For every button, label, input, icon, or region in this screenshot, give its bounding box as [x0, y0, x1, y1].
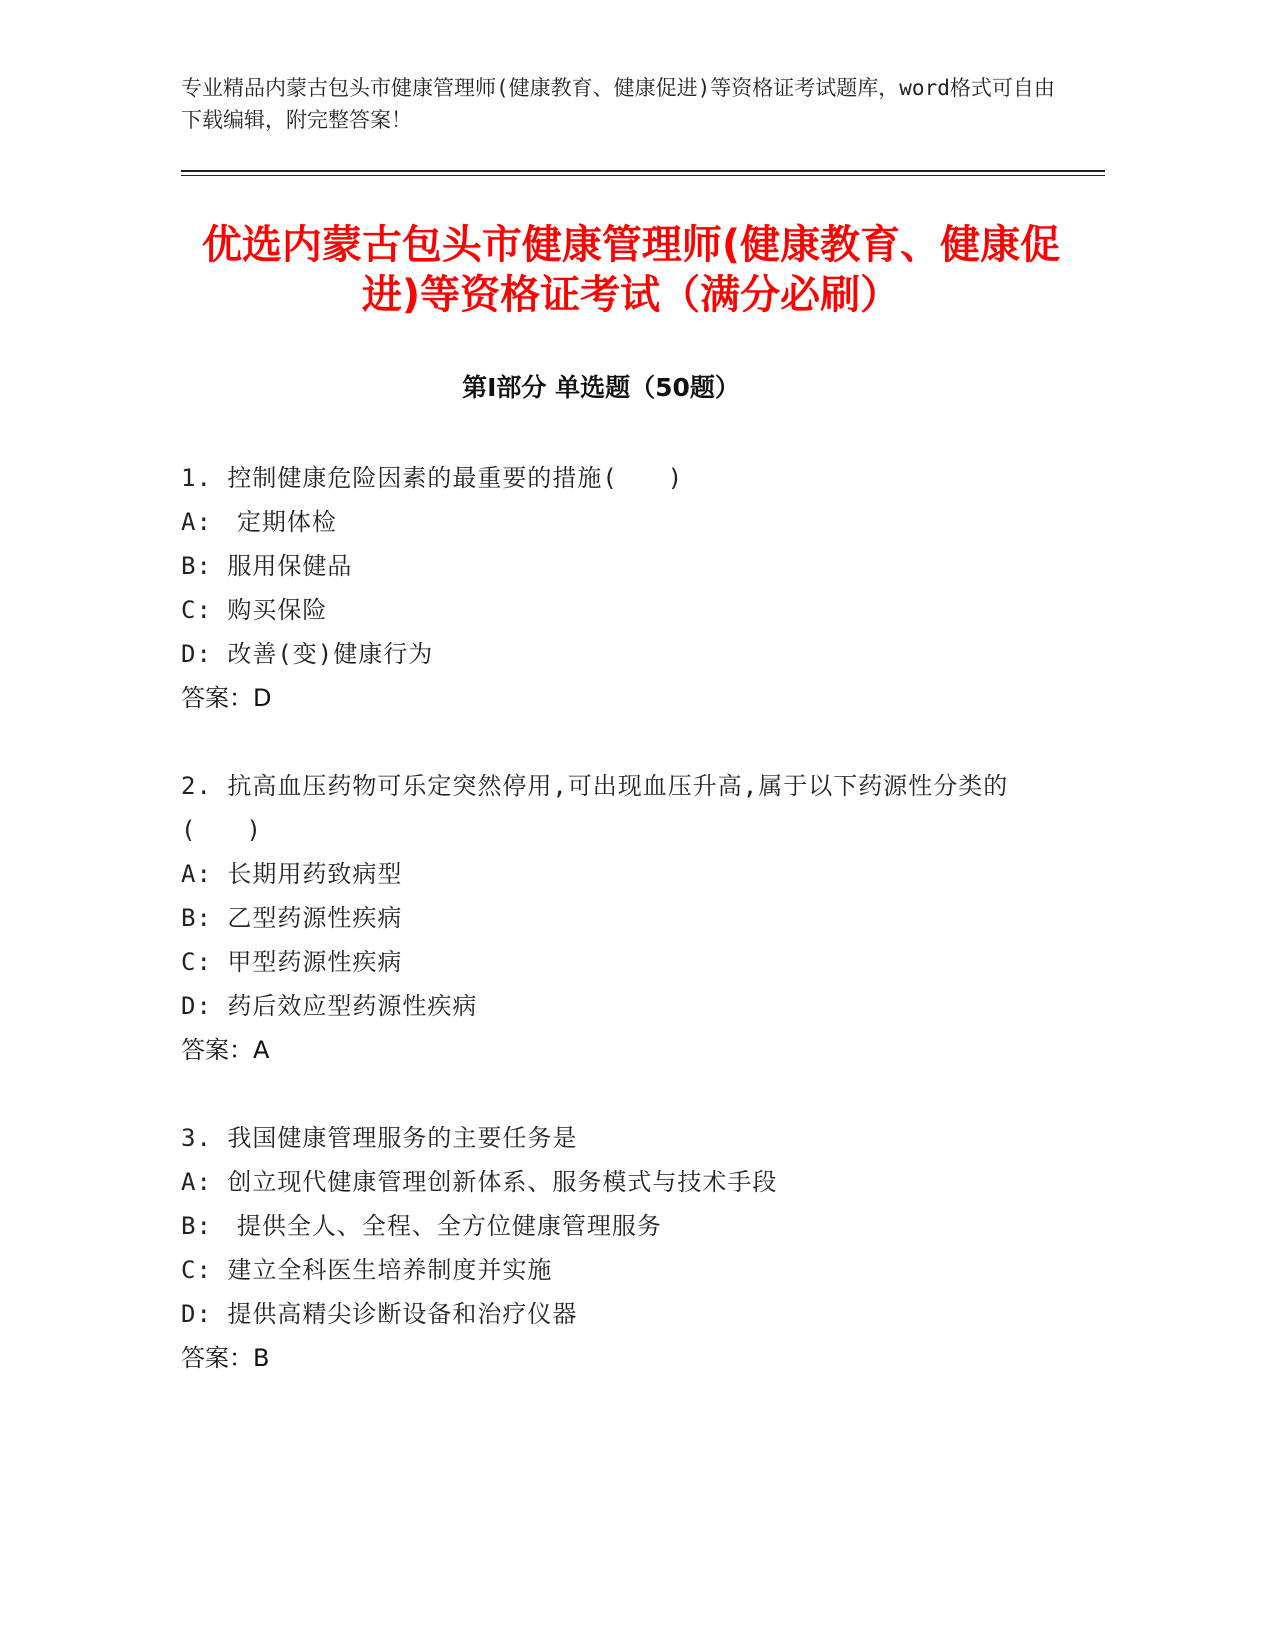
question-1	[181, 456, 1051, 720]
option-c: C: 甲型药源性疾病	[181, 948, 403, 976]
question-stem: 1. 控制健康危险因素的最重要的措施( )	[181, 464, 684, 492]
option-b: B: 乙型药源性疾病	[181, 904, 403, 932]
option-a: A: 定期体检	[181, 508, 337, 536]
question-2	[181, 764, 1051, 1072]
option-c: C: 购买保险	[181, 596, 328, 624]
option-b: B: 服用保健品	[181, 552, 353, 580]
answer: 答案：A	[181, 1036, 270, 1064]
question-stem: 2. 抗高血压药物可乐定突然停用,可出现血压升高,属于以下药源性分类的( )	[181, 772, 1009, 844]
option-a: A: 长期用药致病型	[181, 860, 403, 888]
option-a: A: 创立现代健康管理创新体系、服务模式与技术手段	[181, 1168, 778, 1196]
answer: 答案：D	[181, 684, 272, 712]
option-c: C: 建立全科医生培养制度并实施	[181, 1256, 553, 1284]
header-divider-thin	[181, 175, 1105, 176]
header-divider-thick	[181, 170, 1105, 172]
question-3	[181, 1116, 1051, 1380]
question-stem: 3. 我国健康管理服务的主要任务是	[181, 1124, 578, 1152]
answer: 答案：B	[181, 1344, 270, 1372]
question-list	[181, 456, 1051, 1424]
option-d: D: 改善(变)健康行为	[181, 640, 434, 668]
option-b: B: 提供全人、全程、全方位健康管理服务	[181, 1212, 662, 1240]
option-d: D: 药后效应型药源性疾病	[181, 992, 478, 1020]
option-d: D: 提供高精尖诊断设备和治疗仪器	[181, 1300, 578, 1328]
section-title: 第Ⅰ部分 单选题（50题）	[462, 373, 740, 402]
document-title: 优选内蒙古包头市健康管理师(健康教育、健康促进)等资格证考试（满分必刷）	[201, 222, 1061, 318]
header-note: 专业精品内蒙古包头市健康管理师(健康教育、健康促进)等资格证考试题库，word格式可自由下载编辑，附完整答案！	[181, 76, 1055, 132]
